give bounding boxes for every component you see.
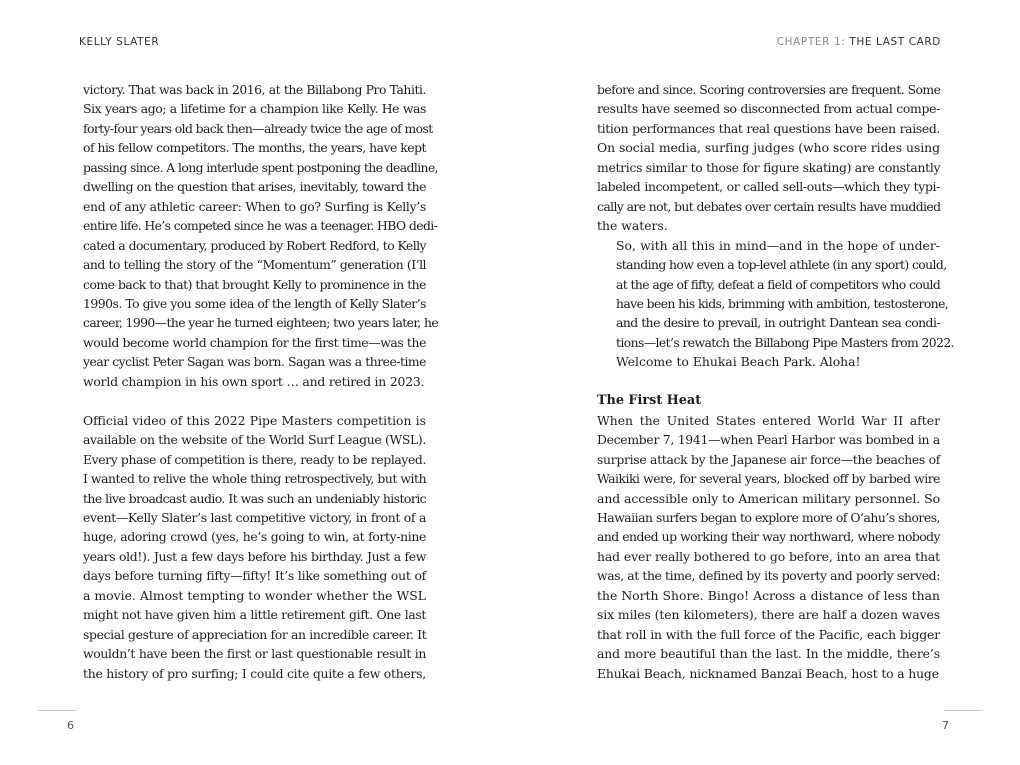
text-line: the waters. (597, 218, 668, 234)
text-line: the North Shore. Bingo! Across a distance of less than (597, 587, 940, 603)
text-line: special gesture of appreciation for an incredible career. It (83, 626, 427, 642)
right-page (510, 0, 1020, 765)
text-line: cally are not, but debates over certain results have muddied (597, 198, 941, 214)
text-line: cated a documentary, produced by Robert Redford, to Kelly (83, 237, 426, 253)
text-line: would become world champion for the first time—was the (83, 334, 426, 350)
text-line: forty-four years old back then—already twice the age of most (83, 120, 433, 136)
chapter-number: CHAPTER 1: (776, 36, 846, 48)
text-line: available on the website of the World Surf League (WSL). (83, 432, 426, 448)
text-line: I wanted to relive the whole thing retrospectively, but with (83, 471, 427, 487)
text-line: metrics similar to those for figure skating) are constantly (597, 159, 941, 175)
text-line: Hawaiian surfers began to explore more of O‘ahu’s shores, (597, 510, 940, 526)
text-line: had ever really bothered to go before, into an area that (597, 548, 940, 564)
text-line: When the United States entered World War II after (597, 412, 940, 428)
body-paragraph (83, 411, 426, 683)
text-line: the live broadcast audio. It was such an undeniably historic (83, 490, 426, 506)
body-paragraph (83, 80, 439, 391)
text-line: huge, adoring crowd (yes, he’s going to win, at forty-nine (83, 529, 426, 545)
body-paragraph (597, 411, 940, 683)
left-body-text (83, 80, 439, 683)
text-line: six miles (ten kilometers), there are half a dozen waves (597, 607, 940, 623)
text-line: So, with all this in mind—and in the hope of under- (616, 237, 940, 253)
text-line: Every phase of competition is there, ready to be replayed. (83, 451, 426, 467)
text-line: years old!). Just a few days before his birthday. Just a few (83, 548, 426, 564)
folio-rule (944, 710, 982, 711)
text-line: come back to that) that brought Kelly to prominence in the (83, 276, 426, 292)
text-line: end of any athletic career: When to go? Surfing is Kelly’s (83, 198, 426, 214)
chapter-title: THE LAST CARD (849, 36, 941, 48)
running-head-author: KELLY SLATER (79, 36, 160, 48)
text-line: victory. That was back in 2016, at the Billabong Pro Tahiti. (83, 82, 426, 97)
text-line: 1990s. To give you some idea of the length of Kelly Slater’s (83, 295, 426, 311)
text-line: Ehukai Beach, nicknamed Banzai Beach, host to a huge (597, 665, 939, 681)
text-line: and to telling the story of the “Momentum” generation (I’ll (83, 257, 426, 273)
text-line: and the desire to prevail, in outright Dantean sea condi- (616, 315, 940, 331)
text-line: tions—let’s rewatch the Billabong Pipe Masters from 2022. (616, 334, 954, 350)
text-line: results have seemed so disconnected from actual compe- (597, 101, 940, 117)
text-line: might not have given him a little retirement gift. One last (83, 607, 426, 623)
body-paragraph (597, 236, 954, 372)
text-line: surprise attack by the Japanese air force—the beaches of (597, 451, 941, 467)
text-line: Official video of this 2022 Pipe Masters competition is (83, 412, 426, 428)
text-line: Six years ago; a lifetime for a champion like Kelly. He was (83, 101, 426, 117)
text-line: world champion in his own sport … and retired in 2023. (83, 373, 425, 389)
text-line: have been his kids, brimming with ambition, testosterone, (616, 295, 949, 311)
text-line: and accessible only to American military personnel. So (597, 490, 940, 506)
page-number: 7 (942, 719, 949, 732)
text-line: and ended up working their way northward, where nobody (597, 529, 940, 545)
text-line: wouldn’t have been the first or last questionable result in (83, 646, 426, 662)
text-line: the history of pro surfing; I could cite quite a few others, (83, 665, 426, 681)
text-line: entire life. He’s competed since he was a teenager. HBO dedi- (83, 218, 438, 234)
text-line: of his fellow competitors. The months, the years, have kept (83, 140, 426, 156)
text-line: tition performances that real questions have been raised. (597, 120, 940, 136)
text-line: standing how even a top-level athlete (in any sport) could, (616, 257, 947, 273)
text-line: was, at the time, defined by its poverty and poorly served: (597, 568, 940, 584)
text-line: career, 1990—the year he turned eighteen; two years later, he (83, 315, 439, 331)
section-heading: The First Heat (597, 393, 702, 409)
folio-rule (38, 710, 76, 711)
text-line: On social media, surfing judges (who score rides using (597, 140, 940, 156)
text-line: year cyclist Peter Sagan was born. Sagan was a three-time (83, 354, 426, 370)
text-line: before and since. Scoring controversies are frequent. Some (597, 82, 941, 97)
body-paragraph (597, 80, 940, 236)
text-line: Waikiki were, for several years, blocked off by barbed wire (597, 471, 940, 487)
text-line: days before turning fifty—fifty! It’s like something out of (83, 568, 426, 584)
text-line: and more beautiful than the last. In the middle, there’s (597, 646, 940, 662)
running-head-chapter (777, 36, 941, 48)
text-line: that roll in with the full force of the Pacific, each bigger (597, 626, 940, 642)
text-line: event—Kelly Slater’s last competitive victory, in front of a (83, 510, 426, 526)
text-line: December 7, 1941—when Pearl Harbor was bombed in a (597, 432, 940, 448)
text-line: passing since. A long interlude spent postponing the deadline, (83, 159, 439, 175)
text-line: a movie. Almost tempting to wonder whether the WSL (83, 587, 426, 603)
text-line: dwelling on the question that arises, inevitably, toward the (83, 179, 426, 195)
text-line: labeled incompetent, or called sell-outs—which they typi- (597, 179, 940, 195)
text-line: at the age of fifty, defeat a field of competitors who could (616, 276, 941, 292)
page-number: 6 (67, 719, 74, 732)
right-body-text (597, 80, 954, 683)
text-line: Welcome to Ehukai Beach Park. Aloha! (616, 354, 861, 370)
